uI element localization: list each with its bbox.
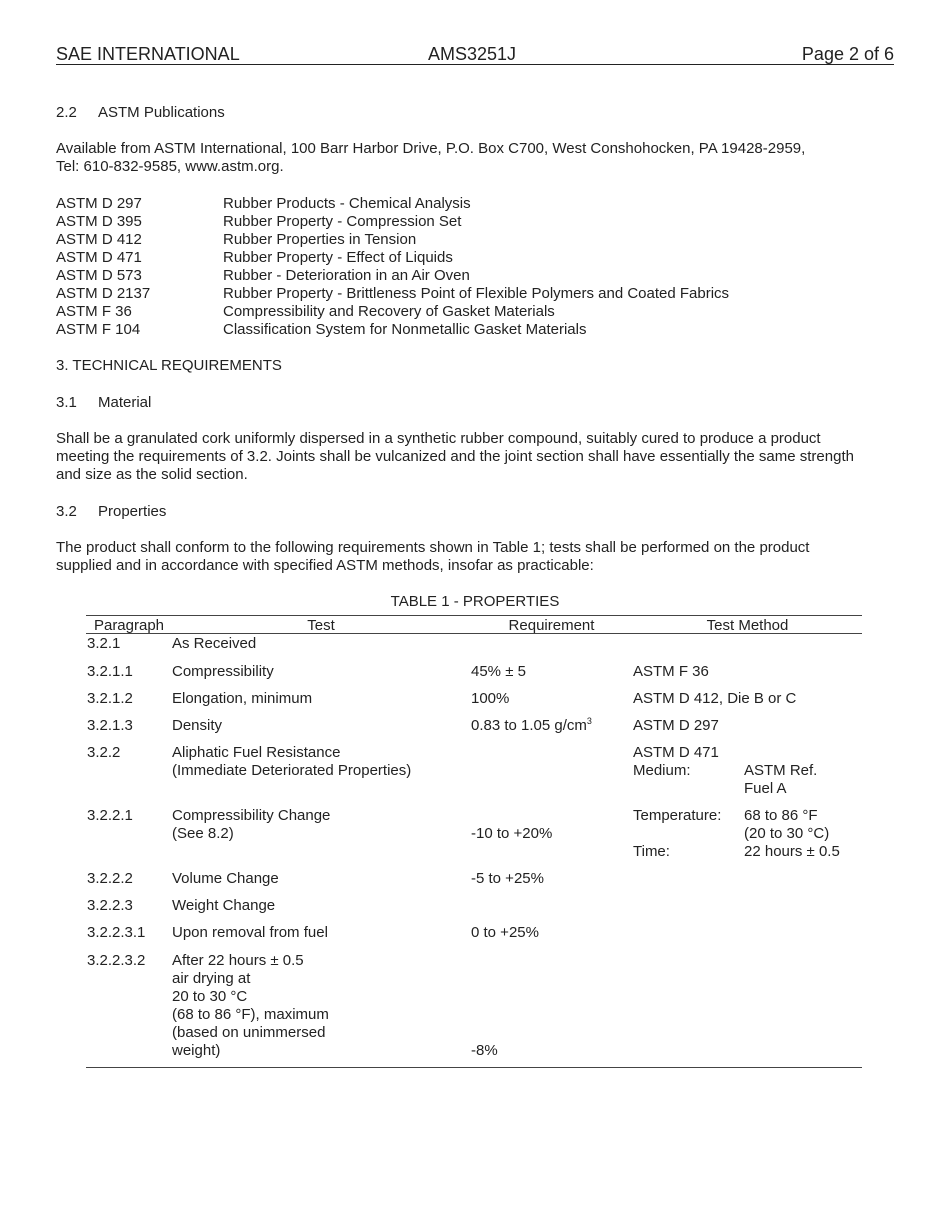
- ref-code: ASTM D 2137: [56, 285, 151, 302]
- properties-paragraph: [56, 539, 894, 575]
- row-test-line: (68 to 86 °F), maximum: [172, 1006, 329, 1023]
- section-3-heading: 3. TECHNICAL REQUIREMENTS: [56, 357, 282, 374]
- row-test-line: air drying at: [172, 970, 251, 987]
- row-test: Density: [172, 717, 223, 734]
- density-unit-exponent: 3: [586, 716, 592, 726]
- row-requirement: -5 to +25%: [471, 870, 544, 887]
- row-test: Upon removal from fuel: [172, 924, 328, 941]
- row-test: Compressibility Change: [172, 807, 331, 824]
- row-test: Weight Change: [172, 897, 276, 914]
- row-paragraph: 3.2.2.2: [87, 870, 133, 887]
- row-paragraph: 3.2.1: [87, 635, 121, 652]
- section-3-1-number: 3.1: [56, 394, 77, 411]
- ref-title: Rubber Properties in Tension: [223, 231, 417, 248]
- ref-title: Rubber Property - Brittleness Point of Flexible Polymers and Coated Fabrics: [223, 285, 730, 302]
- row-paragraph: 3.2.2: [87, 744, 121, 761]
- row-test-continued: (Immediate Deteriorated Properties): [172, 762, 412, 779]
- row-test: Volume Change: [172, 870, 279, 887]
- row-test-line: After 22 hours ± 0.5: [172, 952, 304, 969]
- ref-code: ASTM F 104: [56, 321, 141, 338]
- row-paragraph: 3.2.2.3.2: [87, 952, 146, 969]
- ref-title: Rubber Property - Compression Set: [223, 213, 462, 230]
- row-requirement: -8%: [471, 1042, 498, 1059]
- ref-title: Classification System for Nonmetallic Gasket Materials: [223, 321, 587, 338]
- method-temperature-value-continued: (20 to 30 °C): [744, 825, 830, 842]
- page-header: [56, 44, 894, 65]
- table-header-rule: [86, 633, 862, 634]
- row-test-method: ASTM D 297: [633, 717, 719, 734]
- header-page-number: Page 2 of 6: [801, 44, 894, 64]
- ref-title: Rubber Products - Chemical Analysis: [223, 195, 471, 212]
- row-test-method: ASTM D 412, Die B or C: [633, 690, 797, 707]
- section-2-2-title: ASTM Publications: [98, 104, 225, 121]
- properties-line-1: The product shall conform to the following requirements shown in Table 1; tests shall be performed on the product: [56, 539, 810, 556]
- table-caption: TABLE 1 - PROPERTIES: [390, 593, 560, 610]
- row-requirement: 0 to +25%: [471, 924, 539, 941]
- material-line-1: Shall be a granulated cork uniformly dispersed in a synthetic rubber compound, suitably cured to produce a product: [56, 430, 821, 447]
- section-3-2-title: Properties: [98, 503, 167, 520]
- row-paragraph: 3.2.1.2: [87, 690, 133, 707]
- row-paragraph: 3.2.1.1: [87, 663, 133, 680]
- table-top-rule: [86, 615, 862, 616]
- material-line-3: and size as the solid section.: [56, 466, 248, 483]
- availability-line-1: Available from ASTM International, 100 Barr Harbor Drive, P.O. Box C700, West Conshohocken, PA 19428-2959,: [56, 140, 806, 157]
- astm-availability-paragraph: [56, 140, 894, 176]
- method-temperature-value: 68 to 86 °F: [744, 807, 818, 824]
- row-requirement: 100%: [471, 690, 510, 707]
- properties-line-2: supplied and in accordance with specified ASTM methods, insofar as practicable:: [56, 557, 594, 574]
- method-medium-value: ASTM Ref.: [744, 762, 818, 779]
- row-paragraph: 3.2.2.3: [87, 897, 133, 914]
- row-test-continued: (See 8.2): [172, 825, 234, 842]
- row-test-method: ASTM D 471: [633, 744, 719, 761]
- header-org: SAE INTERNATIONAL: [56, 44, 240, 64]
- row-test: Compressibility: [172, 663, 274, 680]
- method-time-label: Time:: [633, 843, 670, 860]
- row-requirement: -10 to +20%: [471, 825, 553, 842]
- method-time-value: 22 hours ± 0.5: [744, 843, 840, 860]
- ref-code: ASTM D 573: [56, 267, 142, 284]
- method-temperature-label: Temperature:: [633, 807, 722, 824]
- header-paragraph: Paragraph: [93, 617, 165, 634]
- ref-code: ASTM F 36: [56, 303, 132, 320]
- ref-code: ASTM D 412: [56, 231, 142, 248]
- header-test-method: Test Method: [706, 617, 789, 634]
- row-paragraph: 3.2.1.3: [87, 717, 133, 734]
- section-3-1-title: Material: [98, 394, 152, 411]
- row-requirement: 45% ± 5: [471, 663, 526, 680]
- header-requirement: Requirement: [508, 617, 595, 634]
- method-medium-value-continued: Fuel A: [744, 780, 787, 797]
- ref-code: ASTM D 297: [56, 195, 142, 212]
- row-test: Elongation, minimum: [172, 690, 313, 707]
- row-requirement: [471, 717, 592, 735]
- header-test: Test: [307, 617, 335, 634]
- ref-code: ASTM D 471: [56, 249, 142, 266]
- material-line-2: meeting the requirements of 3.2. Joints shall be vulcanized and the joint section shall have essentially the same strength: [56, 448, 854, 465]
- method-medium-label: Medium:: [633, 762, 691, 779]
- header-doc-number: AMS3251J: [428, 44, 517, 64]
- ref-title: Compressibility and Recovery of Gasket Materials: [223, 303, 555, 320]
- ref-title: Rubber Property - Effect of Liquids: [223, 249, 453, 266]
- row-paragraph: 3.2.2.1: [87, 807, 133, 824]
- row-test-line: 20 to 30 °C: [172, 988, 248, 1005]
- section-3-2-number: 3.2: [56, 503, 77, 520]
- density-value: 0.83 to 1.05 g/cm: [471, 717, 587, 734]
- ref-title: Rubber - Deterioration in an Air Oven: [223, 267, 470, 284]
- material-paragraph: [56, 430, 894, 484]
- row-paragraph: 3.2.2.3.1: [87, 924, 146, 941]
- row-test-line: (based on unimmersed: [172, 1024, 326, 1041]
- row-test: As Received: [172, 635, 257, 652]
- row-test-line: weight): [172, 1042, 221, 1059]
- availability-line-2: Tel: 610-832-9585, www.astm.org.: [56, 158, 284, 175]
- row-test-method: ASTM F 36: [633, 663, 709, 680]
- ref-code: ASTM D 395: [56, 213, 142, 230]
- table-bottom-rule: [86, 1067, 862, 1068]
- row-test: Aliphatic Fuel Resistance: [172, 744, 341, 761]
- section-2-2-number: 2.2: [56, 104, 77, 121]
